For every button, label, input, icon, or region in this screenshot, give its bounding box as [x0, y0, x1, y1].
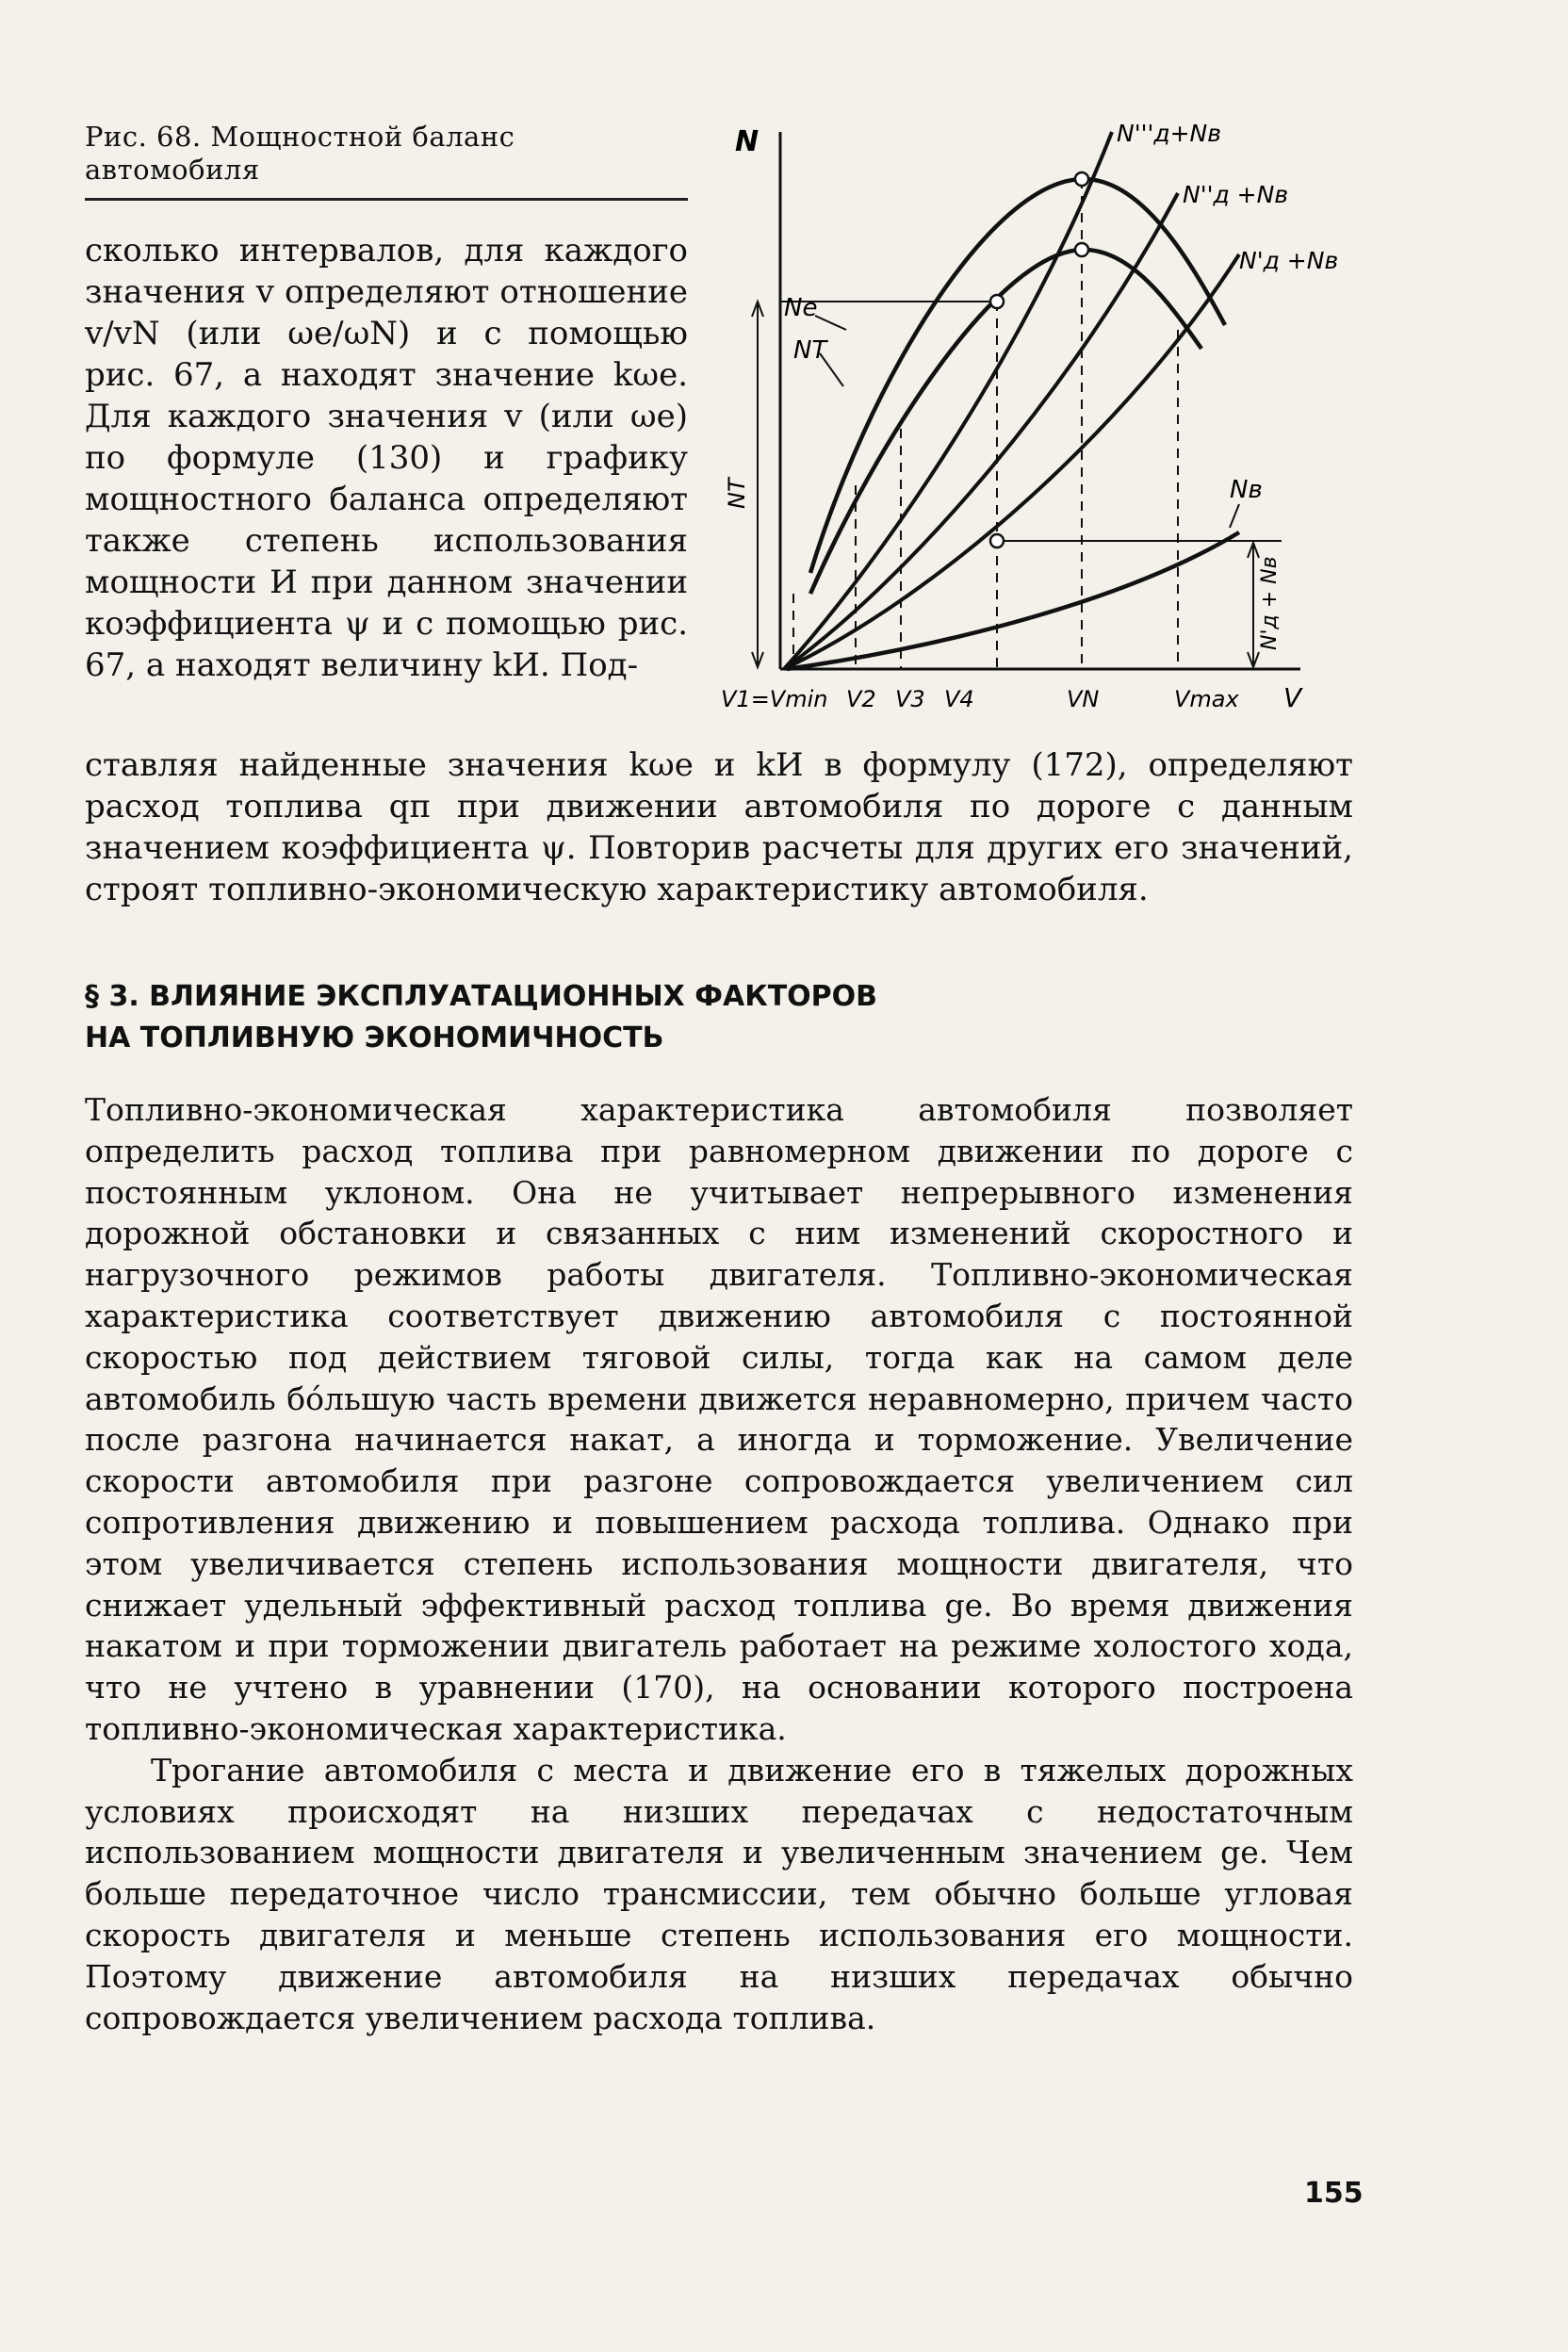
- nv-right-label: Nв: [1230, 476, 1263, 504]
- curve-third-label: N'''д+Nв: [1117, 120, 1221, 147]
- point-nt-max: [1075, 243, 1088, 256]
- section-heading: [85, 976, 1353, 1059]
- curve-nd3-nv: [784, 132, 1112, 669]
- caption-divider: [85, 198, 688, 201]
- full-width-text: ставляя найденные значения kωe и kИ в формулу (172), определяют расход топлива qп при движении автомобиля по дороге с данным значением коэффициента ψ. Повторив расчеты для других его значений, строят топливно-экономическую характеристику автомобиля.: [85, 746, 1353, 908]
- n-axis-label: N: [735, 125, 760, 158]
- page-number: 155: [1304, 2177, 1364, 2210]
- point-nd-v4: [990, 534, 1004, 547]
- ne-leader: [815, 316, 846, 330]
- curve-second-label: N''д +Nв: [1183, 181, 1289, 208]
- nt-label: NT: [793, 336, 827, 365]
- paragraph-2: Трогание автомобиля с места и движение его в тяжелых дорожных условиях происходят на низших передачах с недостаточным использованием мощности двигателя и увеличенным значением ge. Чем больше передаточное число трансмиссии, тем обычно больше угловая скорость двигателя и меньше степень использования его мощности. Поэтому движение автомобиля на низших передачах обычно сопровождается увеличением расхода топлива.: [85, 1751, 1353, 2036]
- section-body: [85, 1089, 1353, 2038]
- nv-leader: [1230, 504, 1239, 528]
- speed-guide-lines: [793, 179, 1178, 669]
- vmax-label: Vmax: [1174, 686, 1239, 712]
- v3-label: V3: [895, 686, 925, 712]
- v-axis-label: V: [1283, 682, 1302, 713]
- nd1-nv-side-label: N'д + Nв: [1258, 556, 1282, 650]
- continuation-paragraph: [85, 744, 1353, 910]
- column-text: сколько интервалов, для каждого значения v определяют отношение v/vN (или ωe/ωN) и с помощью рис. 67, а находят значение kωe. Для каждого значения v (или ωe) по формуле (130) и графику мощностного баланса определяют также степень использования мощности И при данном значении коэффициента ψ и с помощью рис. 67, а находят величину kИ. Под-: [85, 232, 688, 684]
- figure-caption: Рис. 68. Мощностной баланс автомобиля: [85, 121, 515, 186]
- v2-label: V2: [846, 686, 876, 712]
- column-paragraph: [85, 230, 688, 686]
- point-ne-max: [1075, 172, 1088, 186]
- curve-ne: [810, 179, 1225, 573]
- section-heading-line-2: НА ТОПЛИВНУЮ ЭКОНОМИЧНОСТЬ: [85, 1021, 664, 1054]
- curve-first-label: N'д +Nв: [1239, 247, 1338, 274]
- v1-label: V1=Vmin: [721, 686, 828, 712]
- power-balance-chart: [716, 104, 1338, 726]
- power-balance-figure: [716, 104, 1338, 729]
- ne-label: Ne: [784, 294, 818, 322]
- paragraph-1: Топливно-экономическая характеристика автомобиля позволяет определить расход топлива при равномерном движении по дороге с постоянным уклоном. Она не учитывает непрерывного изменения дорожной обстановки и связанных с ним изменений скоростного и нагрузочного режимов работы двигателя. Топливно-экономическая характеристика соответствует движению автомобиля с постоянной скоростью под действием тяговой силы, тогда как на самом деле автомобиль бóльшую часть времени движется неравномерно, причем часто после разгона начинается накат, а иногда и торможение. Увеличение скорости автомобиля при разгоне сопровождается увеличением сил сопротивления движению и повышением расхода топлива. Однако при этом увеличивается степень использования мощности двигателя, что снижает удельный эффективный расход топлива ge. Во время движения накатом и при торможении двигатель работает на режиме холостого хода, что не учтено в уравнении (170), на основании которого построена топливно-экономическая характеристика.: [85, 1091, 1353, 1747]
- curve-nv: [787, 532, 1239, 669]
- v4-label: V4: [944, 686, 974, 712]
- section-heading-line-1: § 3. ВЛИЯНИЕ ЭКСПЛУАТАЦИОННЫХ ФАКТОРОВ: [85, 980, 878, 1013]
- vn-label: VN: [1067, 686, 1100, 712]
- point-nt-v4: [990, 295, 1004, 308]
- nt-side-label: NT: [724, 478, 750, 509]
